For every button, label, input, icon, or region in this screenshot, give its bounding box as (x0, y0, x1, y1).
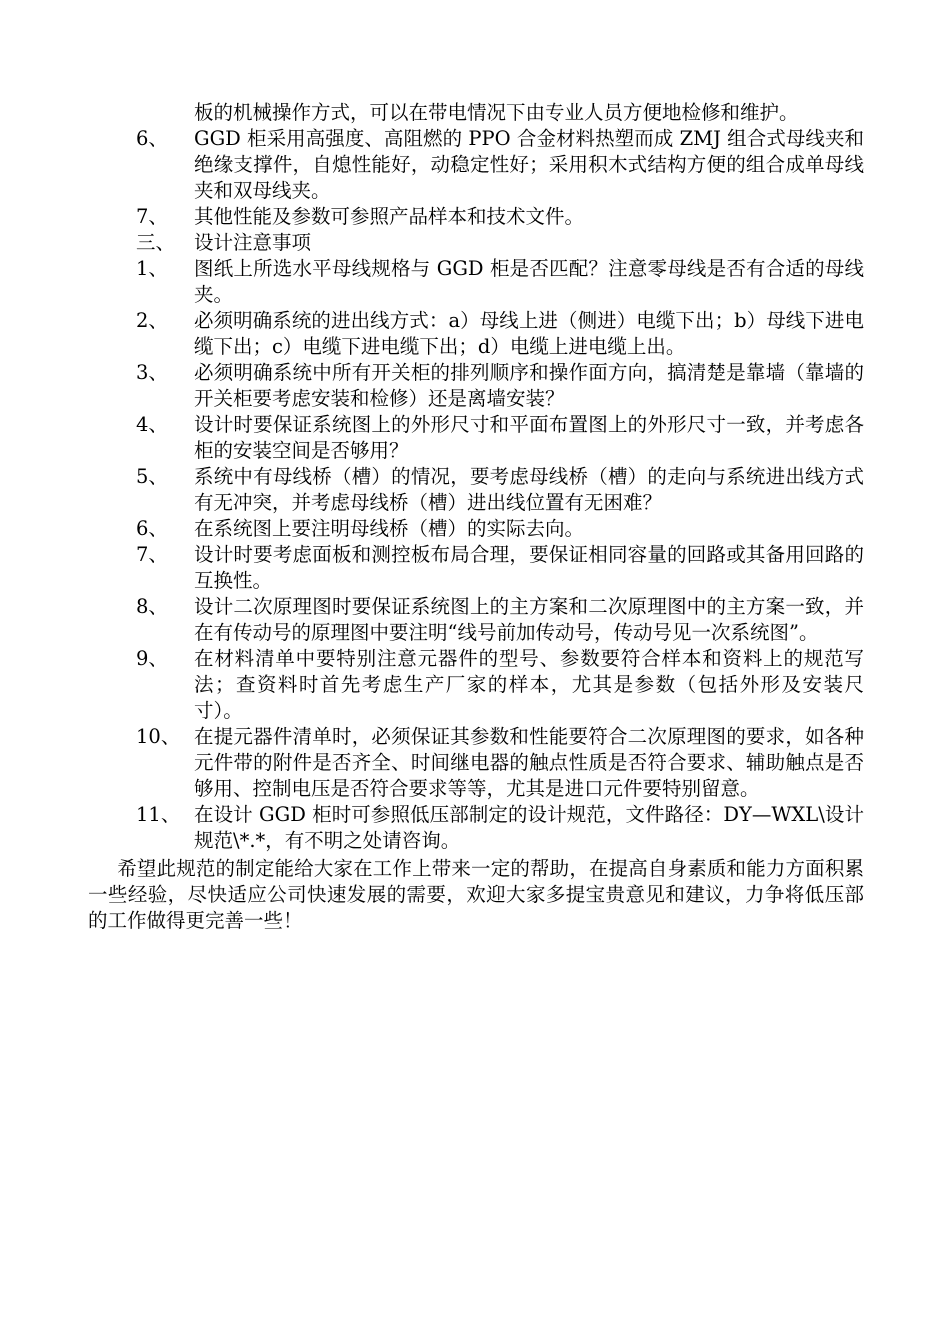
list-item-number: 2、 (136, 309, 168, 332)
list-item (88, 802, 864, 854)
list-item (88, 646, 864, 724)
section-title: 设计注意事项 (194, 231, 312, 254)
list-item-number: 9、 (136, 647, 168, 670)
section-heading (88, 230, 864, 256)
document-body (88, 100, 864, 934)
list-item (88, 412, 864, 464)
list-item-number: 10、 (136, 725, 181, 748)
list-item (88, 542, 864, 594)
list-item-text: 设计时要考虑面板和测控板布局合理，要保证相同容量的回路或其备用回路的互换性。 (194, 543, 864, 592)
list-item (88, 308, 864, 360)
list-item-number: 11、 (136, 803, 181, 826)
list-item-number: 7、 (136, 543, 168, 566)
continuation-paragraph: 板的机械操作方式，可以在带电情况下由专业人员方便地检修和维护。 (194, 101, 799, 124)
list-item (88, 256, 864, 308)
list-item-text: 在材料清单中要特别注意元器件的型号、参数要符合样本和资料上的规范写法；查资料时首先考虑生产厂家的样本，尤其是参数（包括外形及安装尺寸）。 (194, 647, 864, 722)
list-item-text: 设计二次原理图时要保证系统图上的主方案和二次原理图中的主方案一致，并在有传动号的原理图中要注明“线号前加传动号，传动号见一次系统图”。 (194, 595, 864, 644)
list-item-text: 在提元器件清单时，必须保证其参数和性能要符合二次原理图的要求，如各种元件带的附件是否齐全、时间继电器的触点性质是否符合要求、辅助触点是否够用、控制电压是否符合要求等等，尤其是进口元件要特别留意。 (194, 725, 864, 800)
list-item-number: 1、 (136, 257, 168, 280)
list-item-text: GGD 柜采用高强度、高阻燃的 PPO 合金材料热塑而成 ZMJ 组合式母线夹和绝缘支撑件，自熄性能好，动稳定性好；采用积木式结构方便的组合成单母线夹和双母线夹。 (194, 127, 864, 202)
list-item-text: 必须明确系统中所有开关柜的排列顺序和操作面方向，搞清楚是靠墙（靠墙的开关柜要考虑安装和检修）还是离墙安装？ (194, 361, 864, 410)
list-item-text: 设计时要保证系统图上的外形尺寸和平面布置图上的外形尺寸一致，并考虑各柜的安装空间是否够用？ (194, 413, 864, 462)
list-item-text: 系统中有母线桥（槽）的情况，要考虑母线桥（槽）的走向与系统进出线方式有无冲突，并考虑母线桥（槽）进出线位置有无困难？ (194, 465, 864, 514)
section-number: 三、 (136, 231, 176, 254)
list-item-number: 5、 (136, 465, 168, 488)
list-item-text: 其他性能及参数可参照产品样本和技术文件。 (194, 205, 585, 228)
list-item (88, 126, 864, 204)
list-item (88, 360, 864, 412)
list-item-text: 必须明确系统的进出线方式：a）母线上进（侧进）电缆下出；b）母线下进电缆下出；c）电缆下进电缆下出；d）电缆上进电缆上出。 (194, 309, 864, 358)
list-item (88, 724, 864, 802)
list-item-number: 6、 (136, 517, 168, 540)
list-item-number: 8、 (136, 595, 168, 618)
closing-paragraph: 希望此规范的制定能给大家在工作上带来一定的帮助，在提高自身素质和能力方面积累一些经验，尽快适应公司快速发展的需要，欢迎大家多提宝贵意见和建议，力争将低压部的工作做得更完善一些！ (88, 857, 864, 932)
list-item-text: 在设计 GGD 柜时可参照低压部制定的设计规范，文件路径：DY—WXL\设计规范\*.*，有不明之处请咨询。 (194, 803, 864, 852)
list-item-number: 4、 (136, 413, 168, 436)
list-item (88, 204, 864, 230)
list-item-text: 图纸上所选水平母线规格与 GGD 柜是否匹配？注意零母线是否有合适的母线夹。 (194, 257, 864, 306)
list-item-number: 6、 (136, 127, 168, 150)
list-item-text: 在系统图上要注明母线桥（槽）的实际去向。 (194, 517, 585, 540)
list-item-number: 3、 (136, 361, 168, 384)
list-item (88, 464, 864, 516)
list-item (88, 516, 864, 542)
list-item (88, 594, 864, 646)
list-item-number: 7、 (136, 205, 168, 228)
